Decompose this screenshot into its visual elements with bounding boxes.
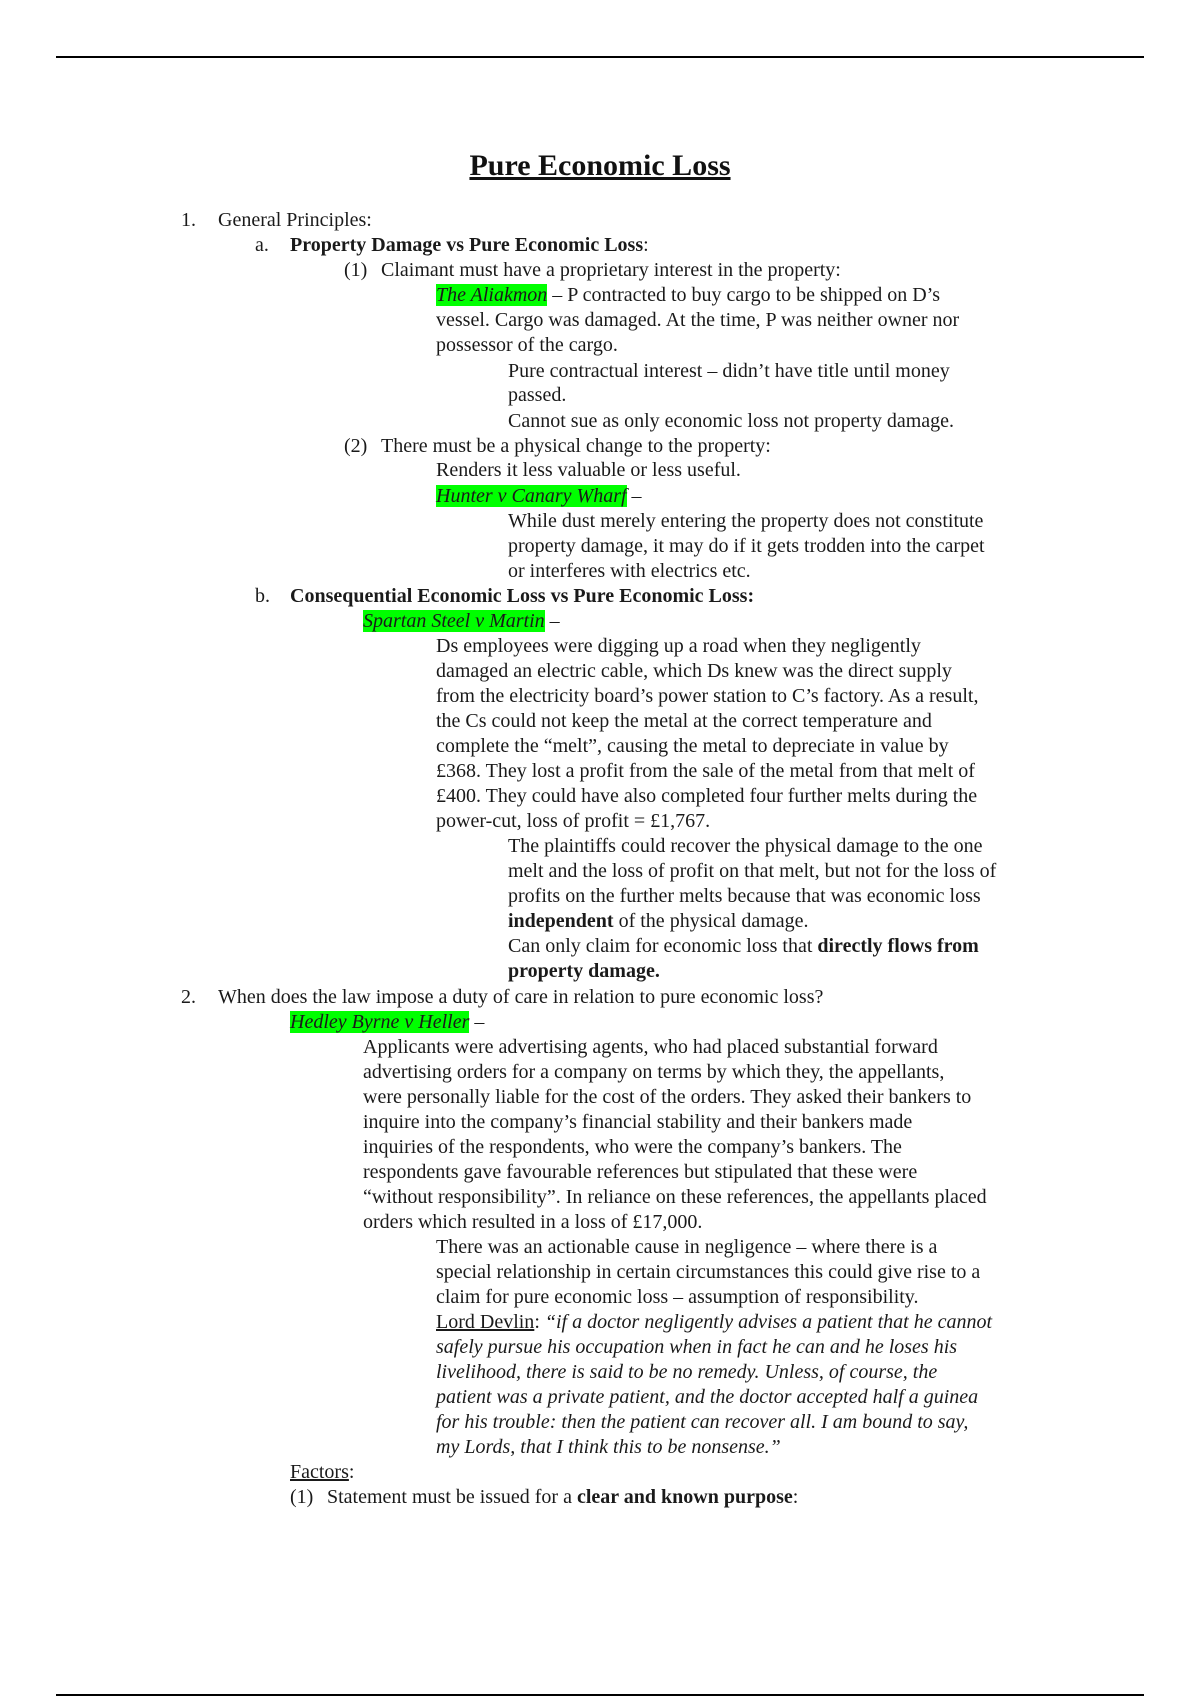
hunter-note-line-2: property damage, it may do if it gets trodden into the carpet [508,535,985,557]
subsection-a-heading-colon: : [643,234,649,256]
spartan-held-line-4 [508,909,809,934]
spartan-facts-line: from the electricity board’s power station to C’s factory. As a result, [436,685,979,707]
spartan-facts-line: £368. They lost a profit from the sale of the metal from that melt of [436,760,975,782]
spartan-rule-line-1 [508,934,979,959]
devlin-quote-line: my Lords, that I think this to be nonsense.” [436,1436,781,1458]
case-aliakmon-line-1 [436,283,940,308]
spartan-facts-line: Ds employees were digging up a road when they negligently [436,635,921,657]
aliakmon-note-1-line-2: passed. [508,384,567,406]
aliakmon-note-1-line-1: Pure contractual interest – didn’t have title until money [508,360,950,382]
point-1-number: (1) [344,259,368,281]
spartan-held-line-2: melt and the loss of profit on that melt, but not for the loss of [508,860,997,882]
case-name-hunter: Hunter v Canary Wharf [436,485,627,507]
devlin-quote-line-1 [436,1310,992,1335]
hunter-note-line-3: or interferes with electrics etc. [508,560,751,582]
point-2-number: (2) [344,435,368,457]
aliakmon-note-2: Cannot sue as only economic loss not property damage. [508,410,955,432]
spartan-facts-line: £400. They could have also completed four further melts during the [436,785,978,807]
hedley-facts-line: “without responsibility”. In reliance on these references, the appellants placed [363,1186,987,1208]
spartan-facts-line: damaged an electric cable, which Ds knew was the direct supply [436,660,952,682]
spartan-held-rest: of the physical damage. [613,910,809,932]
hedley-facts-line: advertising orders for a company on terms by which they, the appellants, [363,1061,945,1083]
spartan-facts-line: complete the “melt”, causing the metal to depreciate in value by [436,735,949,757]
spartan-held-line-3: profits on the further melts because that was economic loss [508,885,981,907]
judge-colon: : [534,1311,545,1333]
case-hunter-dash: – [626,485,642,507]
factors-heading [290,1460,354,1485]
hedley-facts-line: inquire into the company’s financial stability and their bankers made [363,1111,913,1133]
judge-name: Lord Devlin [436,1311,535,1333]
spartan-rule-bold-1: directly flows from [817,935,979,957]
case-name-aliakmon: The Aliakmon [436,284,548,306]
subsection-a-heading-text: Property Damage vs Pure Economic Loss [290,234,644,256]
devlin-quote-line: patient was a private patient, and the doctor accepted half a guinea [436,1386,979,1408]
subsection-b-letter: b. [255,585,270,607]
case-hedley-line [290,1010,484,1035]
section-2-heading: When does the law impose a duty of care in relation to pure economic loss? [218,986,824,1008]
factors-colon: : [348,1461,355,1483]
spartan-rule-pre: Can only claim for economic loss that [508,935,818,957]
subsection-a-letter: a. [255,234,269,256]
factor-1-pre: Statement must be issued for a [327,1486,577,1508]
page-title: Pure Economic Loss [469,149,731,182]
quote-start: “if a doctor negligently advises a patient that he cannot [544,1311,993,1333]
case-hedley-dash: – [469,1011,485,1033]
hedley-held-line: special relationship in certain circumstances this could give rise to a [436,1261,981,1283]
devlin-quote-line: livelihood, there is said to be no remedy. Unless, of course, the [436,1361,938,1383]
subsection-a-heading [290,233,649,258]
hunter-note-line-1: While dust merely entering the property does not constitute [508,510,984,532]
hedley-facts-line: were personally liable for the cost of the orders. They asked their bankers to [363,1086,972,1108]
factor-1-number: (1) [290,1486,314,1508]
hedley-facts-line: orders which resulted in a loss of £17,000. [363,1211,703,1233]
point-1-text: Claimant must have a proprietary interest in the property: [381,259,841,281]
hedley-held-line: There was an actionable cause in negligence – where there is a [436,1236,938,1258]
point-2-sub: Renders it less valuable or less useful. [436,459,741,481]
case-name-hedley: Hedley Byrne v Heller [290,1011,470,1033]
section-2-number: 2. [181,986,196,1008]
case-name-spartan: Spartan Steel v Martin [363,610,545,632]
case-spartan-dash: – [544,610,560,632]
spartan-facts-line: power-cut, loss of profit = £1,767. [436,810,711,832]
hedley-facts-line: inquiries of the respondents, who were the company’s bankers. The [363,1136,902,1158]
section-1-heading: General Principles: [218,209,372,231]
spartan-held-bold: independent [508,910,614,932]
hedley-facts-line: respondents gave favourable references but stipulated that these were [363,1161,918,1183]
devlin-quote-line: for his trouble: then the patient can recover all. I am bound to say, [436,1411,969,1433]
section-1-number: 1. [181,209,196,231]
subsection-b-heading: Consequential Economic Loss vs Pure Economic Loss: [290,585,755,607]
hedley-facts-line: Applicants were advertising agents, who had placed substantial forward [363,1036,938,1058]
case-spartan-line [363,609,560,634]
spartan-rule-bold-2: property damage. [508,960,660,982]
case-aliakmon-line-3: possessor of the cargo. [436,334,618,356]
footer-rule [56,1694,1144,1696]
case-aliakmon-text-1: – P contracted to buy cargo to be shipped on D’s [547,284,941,306]
devlin-quote-line: safely pursue his occupation when in fact he can and he loses his [436,1336,958,1358]
case-aliakmon-line-2: vessel. Cargo was damaged. At the time, P was neither owner nor [436,309,960,331]
case-hunter-line [436,484,642,509]
point-2-text: There must be a physical change to the property: [381,435,771,457]
factor-1-bold: clear and known purpose [576,1486,793,1508]
spartan-held-line-1: The plaintiffs could recover the physical damage to the one [508,835,983,857]
factor-1-post: : [792,1486,799,1508]
factor-1-text [327,1485,798,1510]
hedley-held-line: claim for pure economic loss – assumption of responsibility. [436,1286,919,1308]
factors-label: Factors [290,1461,349,1483]
header-rule [56,56,1144,58]
spartan-facts-line: the Cs could not keep the metal at the correct temperature and [436,710,932,732]
